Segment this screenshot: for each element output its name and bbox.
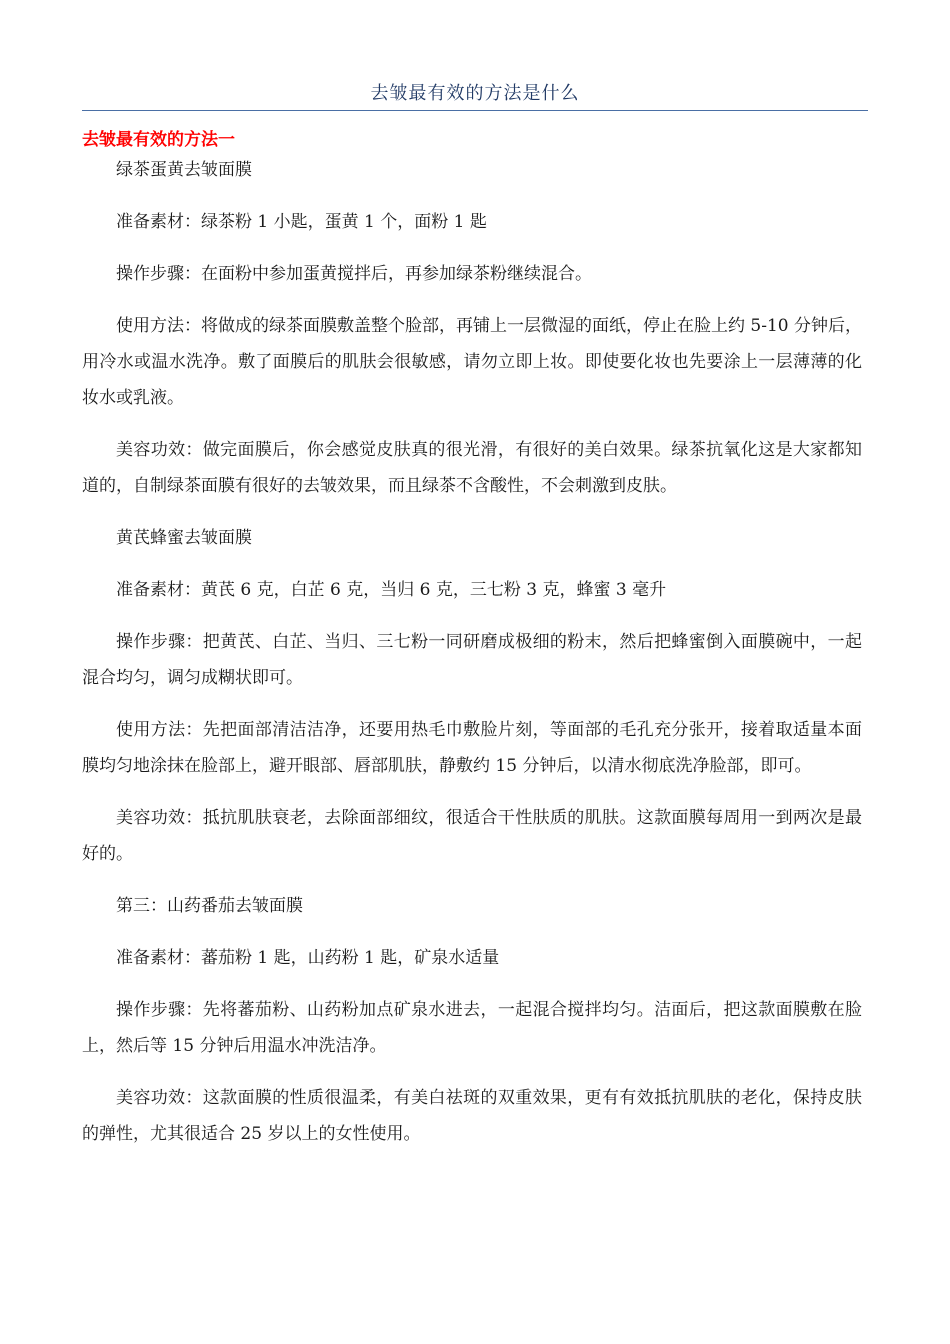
body-text — [82, 152, 862, 1152]
paragraph-effect: 美容功效：做完面膜后，你会感觉皮肤真的很光滑，有很好的美白效果。绿茶抗氧化这是大家都知道的，自制绿茶面膜有很好的去皱效果，而且绿茶不含酸性，不会刺激到皮肤。 — [82, 440, 862, 496]
section-heading: 去皱最有效的方法一 — [82, 130, 235, 150]
paragraph-effect: 美容功效：这款面膜的性质很温柔，有美白祛斑的双重效果，更有有效抵抗肌肤的老化，保持皮肤的弹性，尤其很适合 25 岁以上的女性使用。 — [82, 1088, 862, 1144]
paragraph-materials: 准备素材：蕃茄粉 1 匙，山药粉 1 匙，矿泉水适量 — [116, 948, 500, 968]
mask-title-astragalus: 黄芪蜂蜜去皱面膜 — [116, 528, 252, 548]
paragraph-effect: 美容功效：抵抗肌肤衰老，去除面部细纹，很适合干性肤质的肌肤。这款面膜每周用一到两次是最好的。 — [82, 808, 862, 864]
paragraph-steps: 操作步骤：把黄芪、白芷、当归、三七粉一同研磨成极细的粉末，然后把蜂蜜倒入面膜碗中，一起混合均匀，调匀成糊状即可。 — [82, 632, 862, 688]
paragraph-materials: 准备素材：黄芪 6 克，白芷 6 克，当归 6 克，三七粉 3 克，蜂蜜 3 毫升 — [116, 580, 667, 600]
mask-title-yam-tomato: 第三：山药番茄去皱面膜 — [116, 896, 303, 916]
paragraph-steps: 操作步骤：在面粉中参加蛋黄搅拌后，再参加绿茶粉继续混合。 — [116, 264, 592, 284]
header-title: 去皱最有效的方法是什么 — [370, 83, 580, 104]
paragraph-usage: 使用方法：先把面部清洁洁净，还要用热毛巾敷脸片刻，等面部的毛孔充分张开，接着取适量本面膜均匀地涂抹在脸部上，避开眼部、唇部肌肤，静敷约 15 分钟后，以清水彻底洗净脸部，即可。 — [82, 720, 862, 776]
mask-title-green-tea: 绿茶蛋黄去皱面膜 — [116, 160, 252, 180]
paragraph-usage: 使用方法：将做成的绿茶面膜敷盖整个脸部，再铺上一层微湿的面纸，停止在脸上约 5-10 分钟后，用冷水或温水洗净。敷了面膜后的肌肤会很敏感，请勿立即上妆。即使要化妆也先要涂上一层薄薄的化妆水或乳液。 — [82, 316, 862, 408]
paragraph-steps: 操作步骤：先将蕃茄粉、山药粉加点矿泉水进去，一起混合搅拌均匀。洁面后，把这款面膜敷在脸上，然后等 15 分钟后用温水冲洗洁净。 — [82, 1000, 862, 1056]
paragraph-materials: 准备素材：绿茶粉 1 小匙，蛋黄 1 个，面粉 1 匙 — [116, 212, 487, 232]
page-header — [82, 80, 868, 111]
